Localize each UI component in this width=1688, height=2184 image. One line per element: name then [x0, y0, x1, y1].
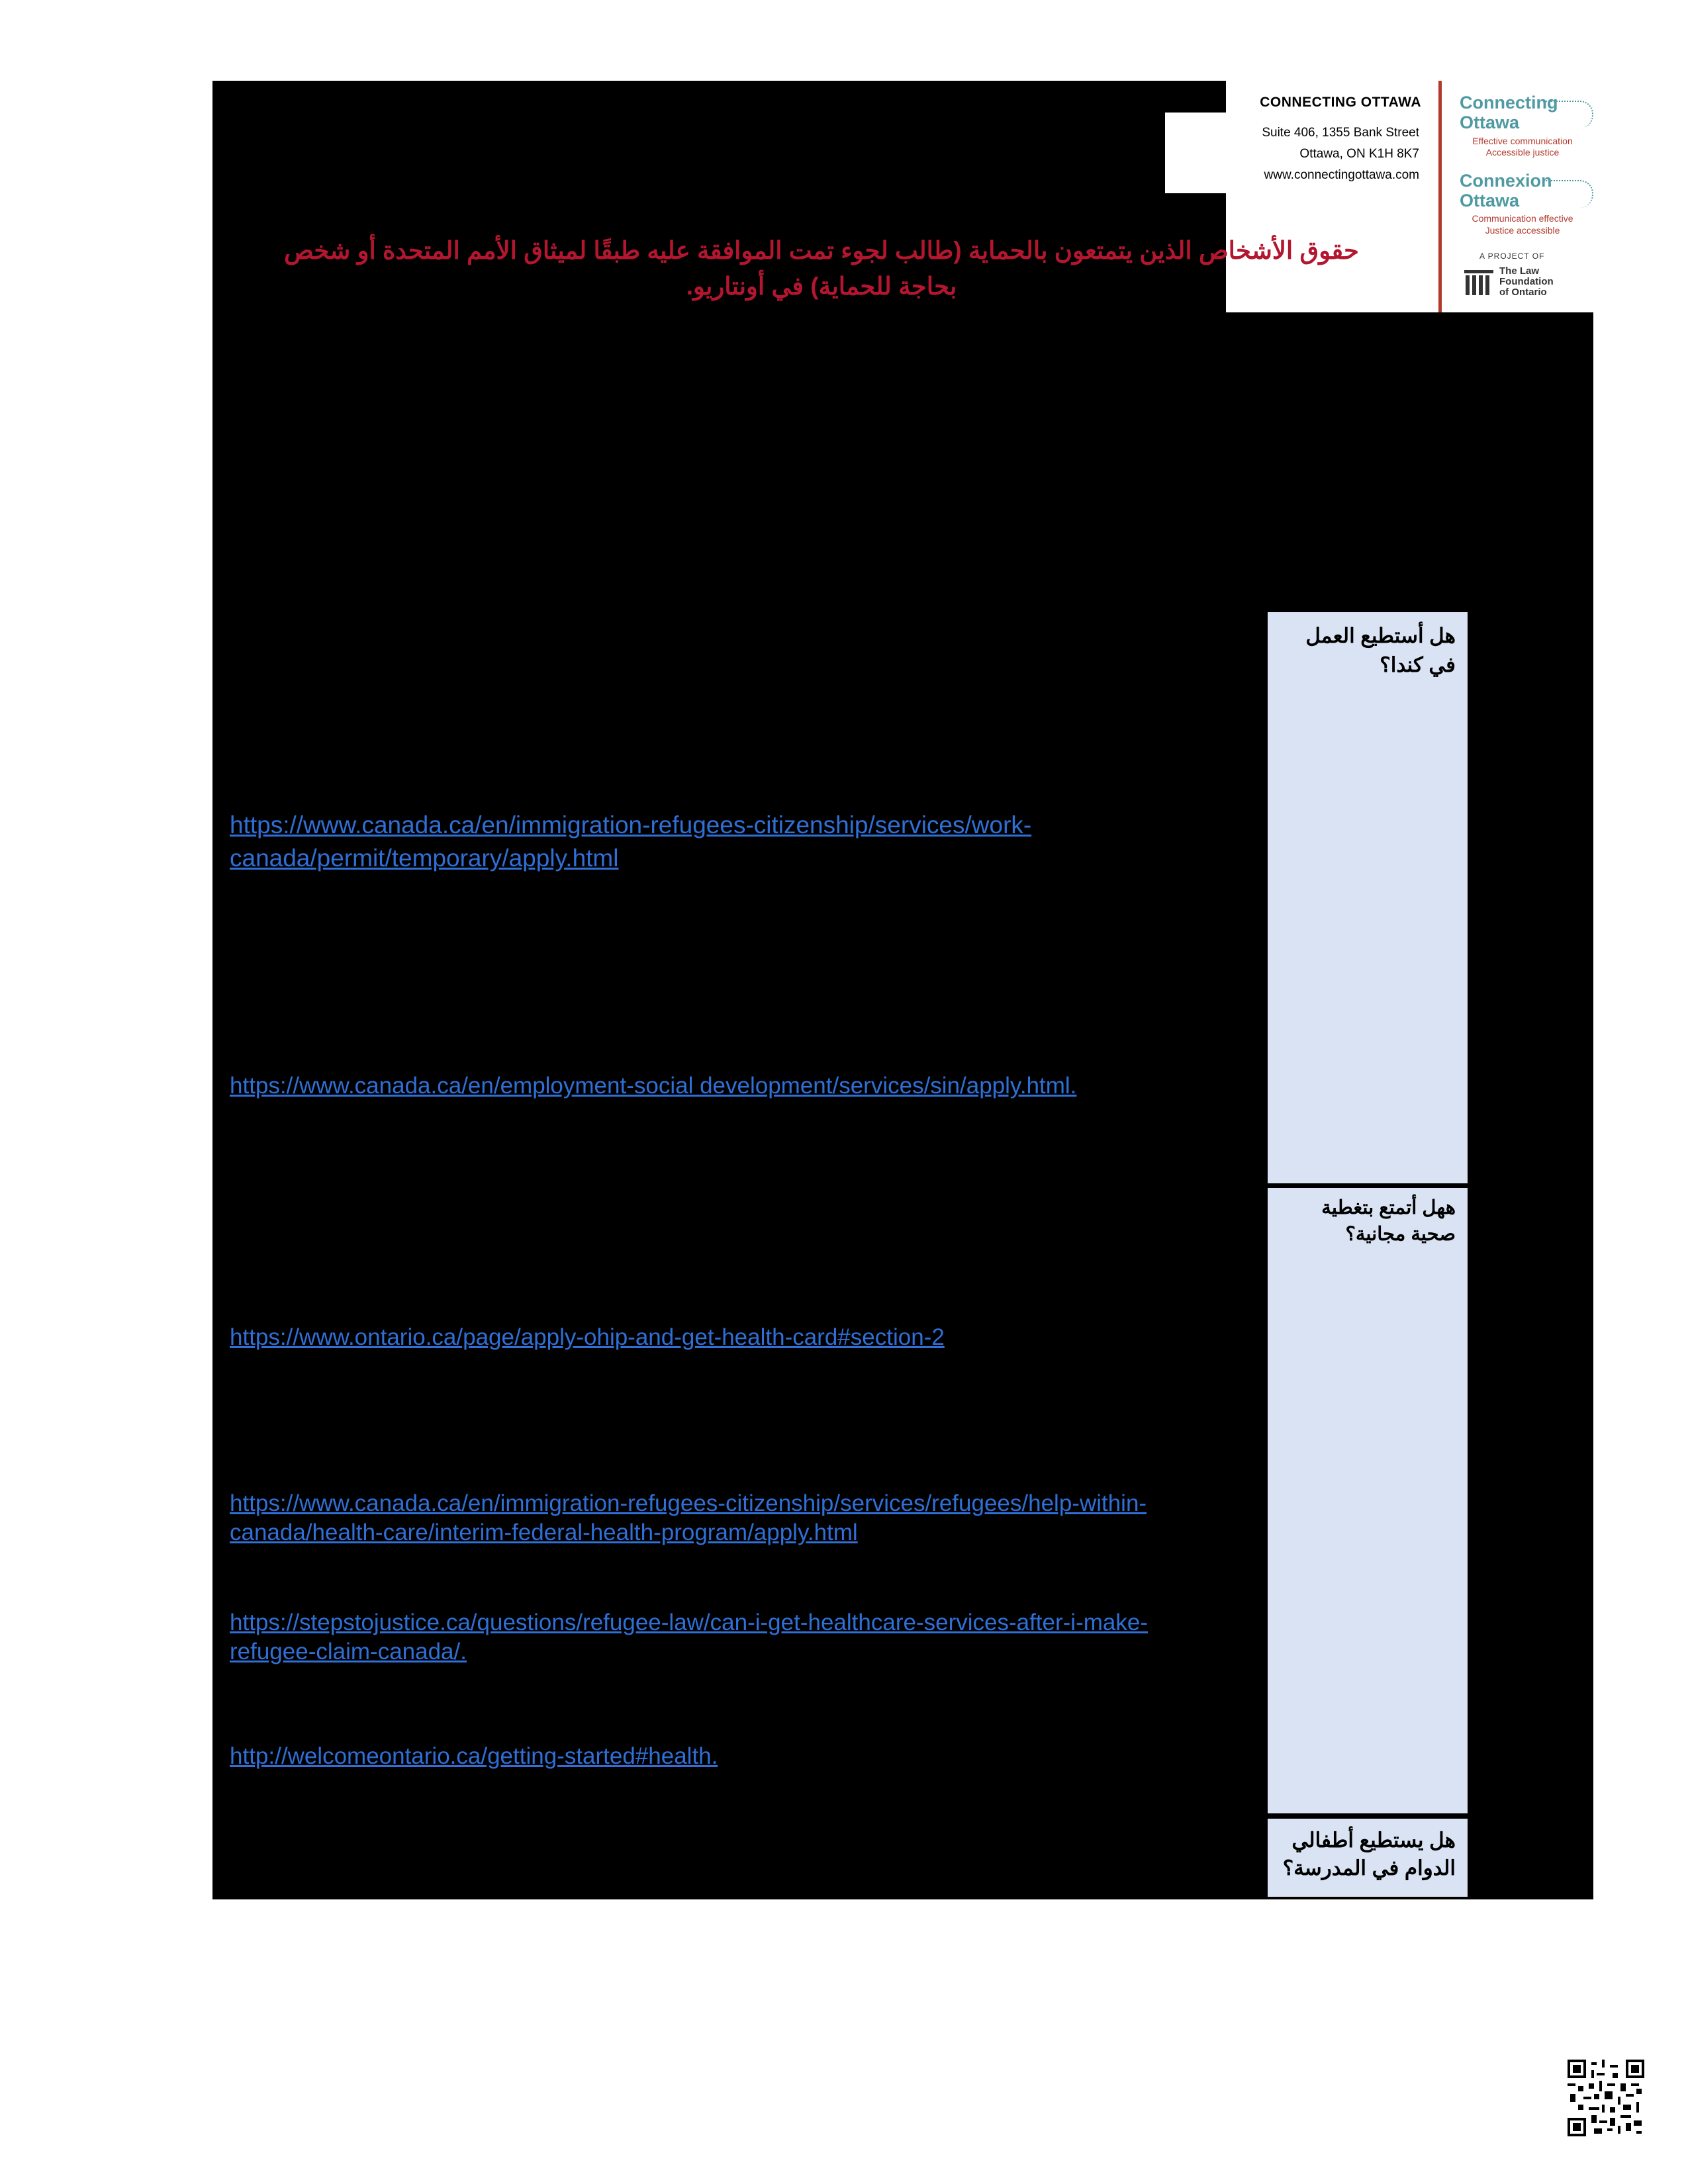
brand-en-dots-decoration [1546, 101, 1593, 128]
sin-apply-link[interactable]: https://www.canada.ca/en/employment-social development/services/sin/apply.html. [230, 1073, 1077, 1099]
qr-code-icon [1568, 2060, 1644, 2136]
question-cell-health [1268, 1188, 1468, 1813]
org-address-line2: Ottawa, ON K1H 8K7 [1299, 147, 1419, 161]
header-divider [1438, 81, 1442, 312]
brand-en-tagline1: Effective communication [1472, 136, 1573, 146]
org-address-line1: Suite 406, 1355 Bank Street [1262, 126, 1419, 140]
brand-en-line2: Ottawa [1460, 113, 1520, 132]
page-title: حقوق الأشخاص الذين يتمتعون بالحماية (طالب لجوء تمت الموافقة عليه طبقًا لميثاق الأمم المتحدة أو شخص بحاجة للحماية) في أونتاريو. [284, 237, 1359, 300]
welcome-ontario-link[interactable]: http://welcomeontario.ca/getting-started#health. [230, 1743, 718, 1769]
brand-fr-tagline2: Justice accessible [1485, 225, 1560, 236]
brand-fr-line2: Ottawa [1460, 191, 1520, 210]
org-name: CONNECTING OTTAWA [1260, 95, 1421, 110]
project-of-label: A PROJECT OF [1479, 251, 1545, 261]
question-health-text: ههل أتمتع بتغطية صحية مجانية؟ [1321, 1197, 1456, 1245]
ohip-link[interactable]: https://www.ontario.ca/page/apply-ohip-and-get-health-card#section-2 [230, 1324, 945, 1350]
brand-fr-dots-decoration [1546, 180, 1593, 208]
question-work-text: هل أستطيع العمل في كندا؟ [1305, 624, 1456, 676]
brand-en-line1: Connecting [1460, 93, 1558, 113]
brand-en-tagline2: Accessible justice [1485, 147, 1560, 158]
law-foundation-icon [1463, 266, 1495, 298]
brand-fr-line1: Connexion [1460, 171, 1552, 191]
lfo-line1: The Law [1499, 265, 1540, 277]
org-website: www.connectingottawa.com [1264, 168, 1419, 182]
steps-to-justice-link[interactable]: https://stepstojustice.ca/questions/refugee-law/can-i-get-healthcare-services-after-i-make-refugee-claim-canada/. [230, 1610, 1148, 1664]
ifhp-link[interactable]: https://www.canada.ca/en/immigration-refugees-citizenship/services/refugees/help-within-canada/health-care/interim-federal-health-program/apply.html [230, 1490, 1147, 1545]
lfo-line2: Foundation [1499, 276, 1554, 287]
brand-fr-tagline1: Communication effective [1472, 213, 1573, 224]
question-cell-school [1268, 1819, 1468, 1897]
lfo-line3: of Ontario [1499, 287, 1547, 298]
work-permit-link[interactable]: https://www.canada.ca/en/immigration-refugees-citizenship/services/work-canada/permit/temporary/apply.html [230, 811, 1032, 872]
question-school-text: هل يستطيع أطفالي الدوام في المدرسة؟ [1282, 1829, 1456, 1880]
question-cell-work [1268, 612, 1468, 1183]
